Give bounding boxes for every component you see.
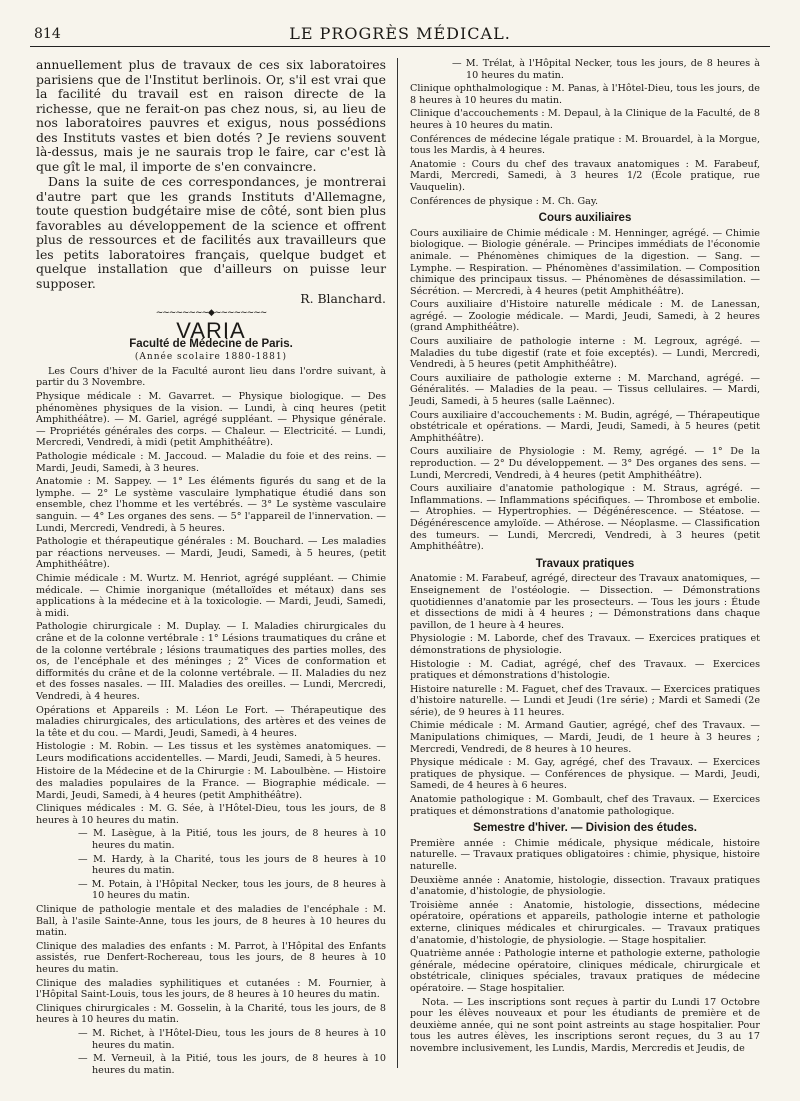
course-entry: Chimie médicale : M. Wurtz. M. Henriot, agrégé suppléant. — Chimie médicale. — Chimie inorganique (métalloïdes et métaux) dans ses applications à la médecine et à la toxicologie. — Mardi, Jeudi, Samedi, à midi. (36, 572, 386, 619)
clinic-entry: — M. Trélat, à l'Hôpital Necker, tous les jours, de 8 heures à 10 heures du matin. (452, 58, 760, 81)
faculty-heading: Faculté de Médecine de Paris. (129, 337, 293, 350)
course-entry: Histologie : M. Cadiat, agrégé, chef des Travaux. — Exercices pratiques et démonstrations d'histologie. (410, 658, 760, 682)
course-entry: Troisième année : Anatomie, histologie, dissections, médecine opératoire, opérations et appareils, pathologie interne et pathologie externe, cliniques médicales et chirurgicales. — Travaux pratiques d'anatomie, d'histologie, de physiologie. — Stage hospitalier. (410, 899, 760, 946)
page-header (30, 20, 770, 47)
author-signature: R. Blanchard. (300, 291, 386, 306)
course-entry: Cliniques chirurgicales : M. Gosselin, à la Charité, tous les jours, de 8 heures à 10 heures du matin. (36, 1002, 386, 1026)
clinic-entry: — M. Potain, à l'Hôpital Necker, tous les jours, de 8 heures à 10 heures du matin. (78, 878, 386, 902)
intro-paragraph-1: annuellement plus de travaux de ces six laboratoires parisiens que de l'Institut berlinois. Or, s'il est vrai que la facilité du travail est en raison directe de la richesse, que ne ferait-on pas chez nous, si, au lieu de nos laboratoires pauvres et exigus, nous possédions des Instituts vastes et bien dotés ? Je reviens souvent là-dessus, mais je ne saurais trop le faire, car c'est là que gît le mal, il importe de s'en convaincre. (36, 57, 386, 174)
section-heading-practical: Travaux pratiques (535, 557, 635, 570)
academic-year: (Année scolaire 1880-1881) (134, 352, 288, 363)
course-entry: Cours auxiliaire d'anatomie pathologique : M. Straus, agrégé. — Inflammations. — Inflammations spécifiques. — Thrombose et embolie. — Atrophies. — Hypertrophies. — Dégénérescence. — Stéatose. — Dégénérescence amyloïde. — Athérose. — Néoplasme. — Classification des tumeurs. — Lundi, Mercredi, Vendredi, à 3 heures (petit Amphithéâtre). (410, 483, 760, 553)
course-entry: Clinique d'accouchements : M. Depaul, à la Clinique de la Faculté, de 8 heures à 10 heures du matin. (410, 108, 760, 131)
nota-paragraph: Nota. — Les inscriptions sont reçues à partir du Lundi 17 Octobre pour les élèves nouveaux et pour les étudiants de première et de deuxième année, qui ne sont point astreints au stage hospitalier. Pour tous les autres élèves, les inscriptions seront reçues, du 3 au 17 novembre inclusivement, les Lundis, Mardis, Mercredis et Jeudis, de (410, 996, 760, 1054)
column-divider (397, 58, 398, 1068)
right-column (410, 58, 760, 1057)
course-entry: Histoire naturelle : M. Faguet, chef des Travaux. — Exercices pratiques d'histoire naturelle. — Lundi et Jeudi (1re série) ; Mardi et Samedi (2e série), de 9 heures à 11 heures. (410, 683, 760, 718)
varia-heading: VARIA (176, 318, 246, 344)
course-entry: Pathologie médicale : M. Jaccoud. — Maladie du foie et des reins. — Mardi, Jeudi, Samedi, à 3 heures. (36, 451, 386, 474)
clinic-entry: — M. Lasègue, à la Pitié, tous les jours, de 8 heures à 10 heures du matin. (78, 828, 386, 852)
clinic-entry: — M. Hardy, à la Charité, tous les jours de 8 heures à 10 heures du matin. (78, 853, 386, 877)
page-number: 814 (34, 26, 61, 42)
course-entry: Cours auxiliaire de Chimie médicale : M. Henninger, agrégé. — Chimie biologique. — Biologie générale. — Principes immédiats de l'économie animale. — Phénomènes chimiques de la digestion. — Sang. — Lymphe. — Respiration. — Phénomènes d'assimilation. — Composition chimique des principaux tissus. — Phénomènes de désassimilation. — Sécrétion. — Mercredi, à 4 heures (petit Amphithéâtre). (410, 227, 760, 297)
left-column (36, 58, 386, 1078)
course-entry: Histoire de la Médecine et de la Chirurgie : M. Laboulbène. — Histoire des maladies populaires de la France. — Biographie médicale. — Mardi, Jeudi, Samedi, à 4 heures (petit Amphithéâtre). (36, 766, 386, 801)
course-entry: Deuxième année : Anatomie, histologie, dissection. Travaux pratiques d'anatomie, d'histologie, de physiologie. (410, 874, 760, 898)
course-entry: Pathologie et thérapeutique générales : M. Bouchard. — Les maladies par réactions nerveuses. — Mardi, Jeudi, Samedi, à 5 heures, (petit Amphithéâtre). (36, 536, 386, 571)
lead-paragraph: Les Cours d'hiver de la Faculté auront lieu dans l'ordre suivant, à partir du 3 Novembre. (36, 365, 386, 389)
course-entry: Cours auxiliaire d'accouchements : M. Budin, agrégé, — Thérapeutique obstétricale et opérations. — Mardi, Jeudi, Samedi, à 5 heures (petit Amphithéâtre). (410, 409, 760, 444)
course-entry: Cours auxiliaire de pathologie externe : M. Marchand, agrégé. — Généralités. — Maladies de la peau. — Tissus cellulaires. — Mardi, Jeudi, Samedi, à 5 heures (salle Laënnec). (410, 372, 760, 408)
ornament-divider: ~~~~~~~~◆~~~~~~~~ (155, 307, 267, 318)
course-entry: Cliniques médicales : M. G. Sée, à l'Hôtel-Dieu, tous les jours, de 8 heures à 10 heures du matin. (36, 803, 386, 826)
course-entry: Conférences de médecine légale pratique : M. Brouardel, à la Morgue, tous les Mardis, à 4 heures. (410, 133, 760, 157)
course-entry: Clinique des maladies des enfants : M. Parrot, à l'Hôpital des Enfants assistés, rue Denfert-Rochereau, tous les jours, de 8 heures à 10 heures du matin. (36, 940, 386, 975)
clinic-entry: — M. Verneuil, à la Pitié, tous les jours, de 8 heures à 10 heures du matin. (78, 1053, 386, 1076)
course-entry: Clinique des maladies syphilitiques et cutanées : M. Fournier, à l'Hôpital Saint-Louis, tous les jours, de 8 heures à 10 heures du matin. (36, 977, 386, 1001)
course-entry: Cours auxiliaire de pathologie interne : M. Legroux, agrégé. — Maladies du tube digestif (rate et foie exceptés). — Lundi, Mercredi, Vendredi, à 5 heures (petit Amphithéâtre). (410, 336, 760, 371)
course-entry: Anatomie : Cours du chef des travaux anatomiques : M. Farabeuf, Mardi, Mercredi, Samedi, à 3 heures 1/2 (École pratique, rue Vauquelin). (410, 158, 760, 193)
clinic-entry: — M. Richet, à l'Hôtel-Dieu, tous les jours de 8 heures à 10 heures du matin. (78, 1027, 386, 1051)
course-entry: Physique médicale : M. Gay, agrégé, chef des Travaux. — Exercices pratiques de physique. — Conférences de physique. — Mardi, Jeudi, Samedi, de 4 heures à 6 heures. (410, 757, 760, 792)
course-entry: Anatomie pathologique : M. Gombault, chef des Travaux. — Exercices pratiques et démonstrations d'anatomie pathologique. (410, 794, 760, 817)
course-entry: Cours auxiliaire de Physiologie : M. Remy, agrégé. — 1° De la reproduction. — 2° Du développement. — 3° Des organes des sens. — Lundi, Mercredi, Vendredi, à 4 heures (petit Amphithéâtre). (410, 446, 760, 481)
course-entry: Histologie : M. Robin. — Les tissus et les systèmes anatomiques. — Leurs modifications accidentelles. — Mardi, Jeudi, Samedi, à 5 heures. (36, 741, 386, 764)
course-entry: Clinique de pathologie mentale et des maladies de l'encéphale : M. Ball, à l'asile Sainte-Anne, tous les jours, de 8 heures à 10 heures du matin. (36, 904, 386, 939)
journal-title: LE PROGRÈS MÉDICAL. (289, 24, 511, 43)
course-entry: Quatrième année : Pathologie interne et pathologie externe, pathologie générale, médecine opératoire, cliniques médicale, chirurgicale et obstétricale, cliniques spéciales, travaux pratiques de médecine opératoire. — Stage hospitalier. (410, 948, 760, 994)
course-entry: Conférences de physique : M. Ch. Gay. (410, 195, 599, 207)
course-entry: Pathologie chirurgicale : M. Duplay. — I. Maladies chirurgicales du crâne et de la colonne vertébrale : 1° Lésions traumatiques du crâne et de la colonne vertébrale ; lésions traumatiques des parties molles, des os, de l'encéphale et des méninges ; 2° Vices de conformation et difformités du crâne et de la colonne vertébrale. — II. Maladies du nez et des fosses nasales. — III. Maladies des oreilles. — Lundi, Mercredi, Vendredi, à 4 heures. (36, 621, 386, 702)
course-entry: Clinique ophthalmologique : M. Panas, à l'Hôtel-Dieu, tous les jours, de 8 heures à 10 heures du matin. (410, 83, 760, 106)
course-entry: Chimie médicale : M. Armand Gautier, agrégé, chef des Travaux. — Manipulations chimiques, — Mardi, Jeudi, de 1 heure à 3 heures ; Mercredi, Vendredi, de 8 heures à 10 heures. (410, 720, 760, 755)
course-entry: Anatomie : M. Farabeuf, agrégé, directeur des Travaux anatomiques, — Enseignement de l'ostéologie. — Dissection. — Démonstrations quotidiennes d'anatomie par les prosecteurs. — Tous les jours : Étude et dissections de midi à 4 heures ; — Démonstrations dans chaque pavillon, de 1 heure à 4 heures. (410, 573, 760, 631)
course-entry: Cours auxiliaire d'Histoire naturelle médicale : M. de Lanessan, agrégé. — Zoologie médicale. — Mardi, Jeudi, Samedi, à 2 heures (grand Amphithéâtre). (410, 299, 760, 334)
intro-paragraph-2: Dans la suite de ces correspondances, je montrerai d'autre part que les grands Instituts d'Allemagne, toute question budgétaire mise de côté, sont bien plus favorables au développement de la science et offrent plus de ressources et de facilités aux travailleurs que les petits laboratoires français, quelque budget et quelque installation que d'ailleurs on puisse leur supposer. (36, 174, 386, 291)
section-heading-semester: Semestre d'hiver. — Division des études. (473, 822, 697, 835)
course-entry: Opérations et Appareils : M. Léon Le Fort. — Thérapeutique des maladies chirurgicales, des articulations, des artères et des veines de la tête et du cou. — Mardi, Jeudi, Samedi, à 4 heures. (36, 704, 386, 739)
course-entry: Première année : Chimie médicale, physique médicale, histoire naturelle. — Travaux pratiques obligatoires : chimie, physique, histoire naturelle. (410, 837, 760, 872)
course-entry: Physique médicale : M. Gavarret. — Physique biologique. — Des phénomènes physiques de la vision. — Lundi, à cinq heures (petit Amphithéâtre). — M. Gariel, agrégé suppléant. — Physique générale. — Propriétés générales des corps. — Chaleur. — Electricité. — Lundi, Mercredi, Vendredi, à midi (petit Amphithéâtre). (36, 391, 386, 449)
course-entry: Physiologie : M. Laborde, chef des Travaux. — Exercices pratiques et démonstrations de physiologie. (410, 633, 760, 656)
section-heading-auxiliary: Cours auxiliaires (538, 212, 632, 225)
course-entry: Anatomie : M. Sappey. — 1° Les éléments figurés du sang et de la lymphe. — 2° Le système vasculaire lymphatique étudié dans son ensemble, chez l'homme et les vertébrés. — 3° Le système vasculaire sanguin. — 4° Les organes des sens. — 5° l'appareil de l'innervation. — Lundi, Mercredi, Vendredi, à 5 heures. (36, 476, 386, 534)
